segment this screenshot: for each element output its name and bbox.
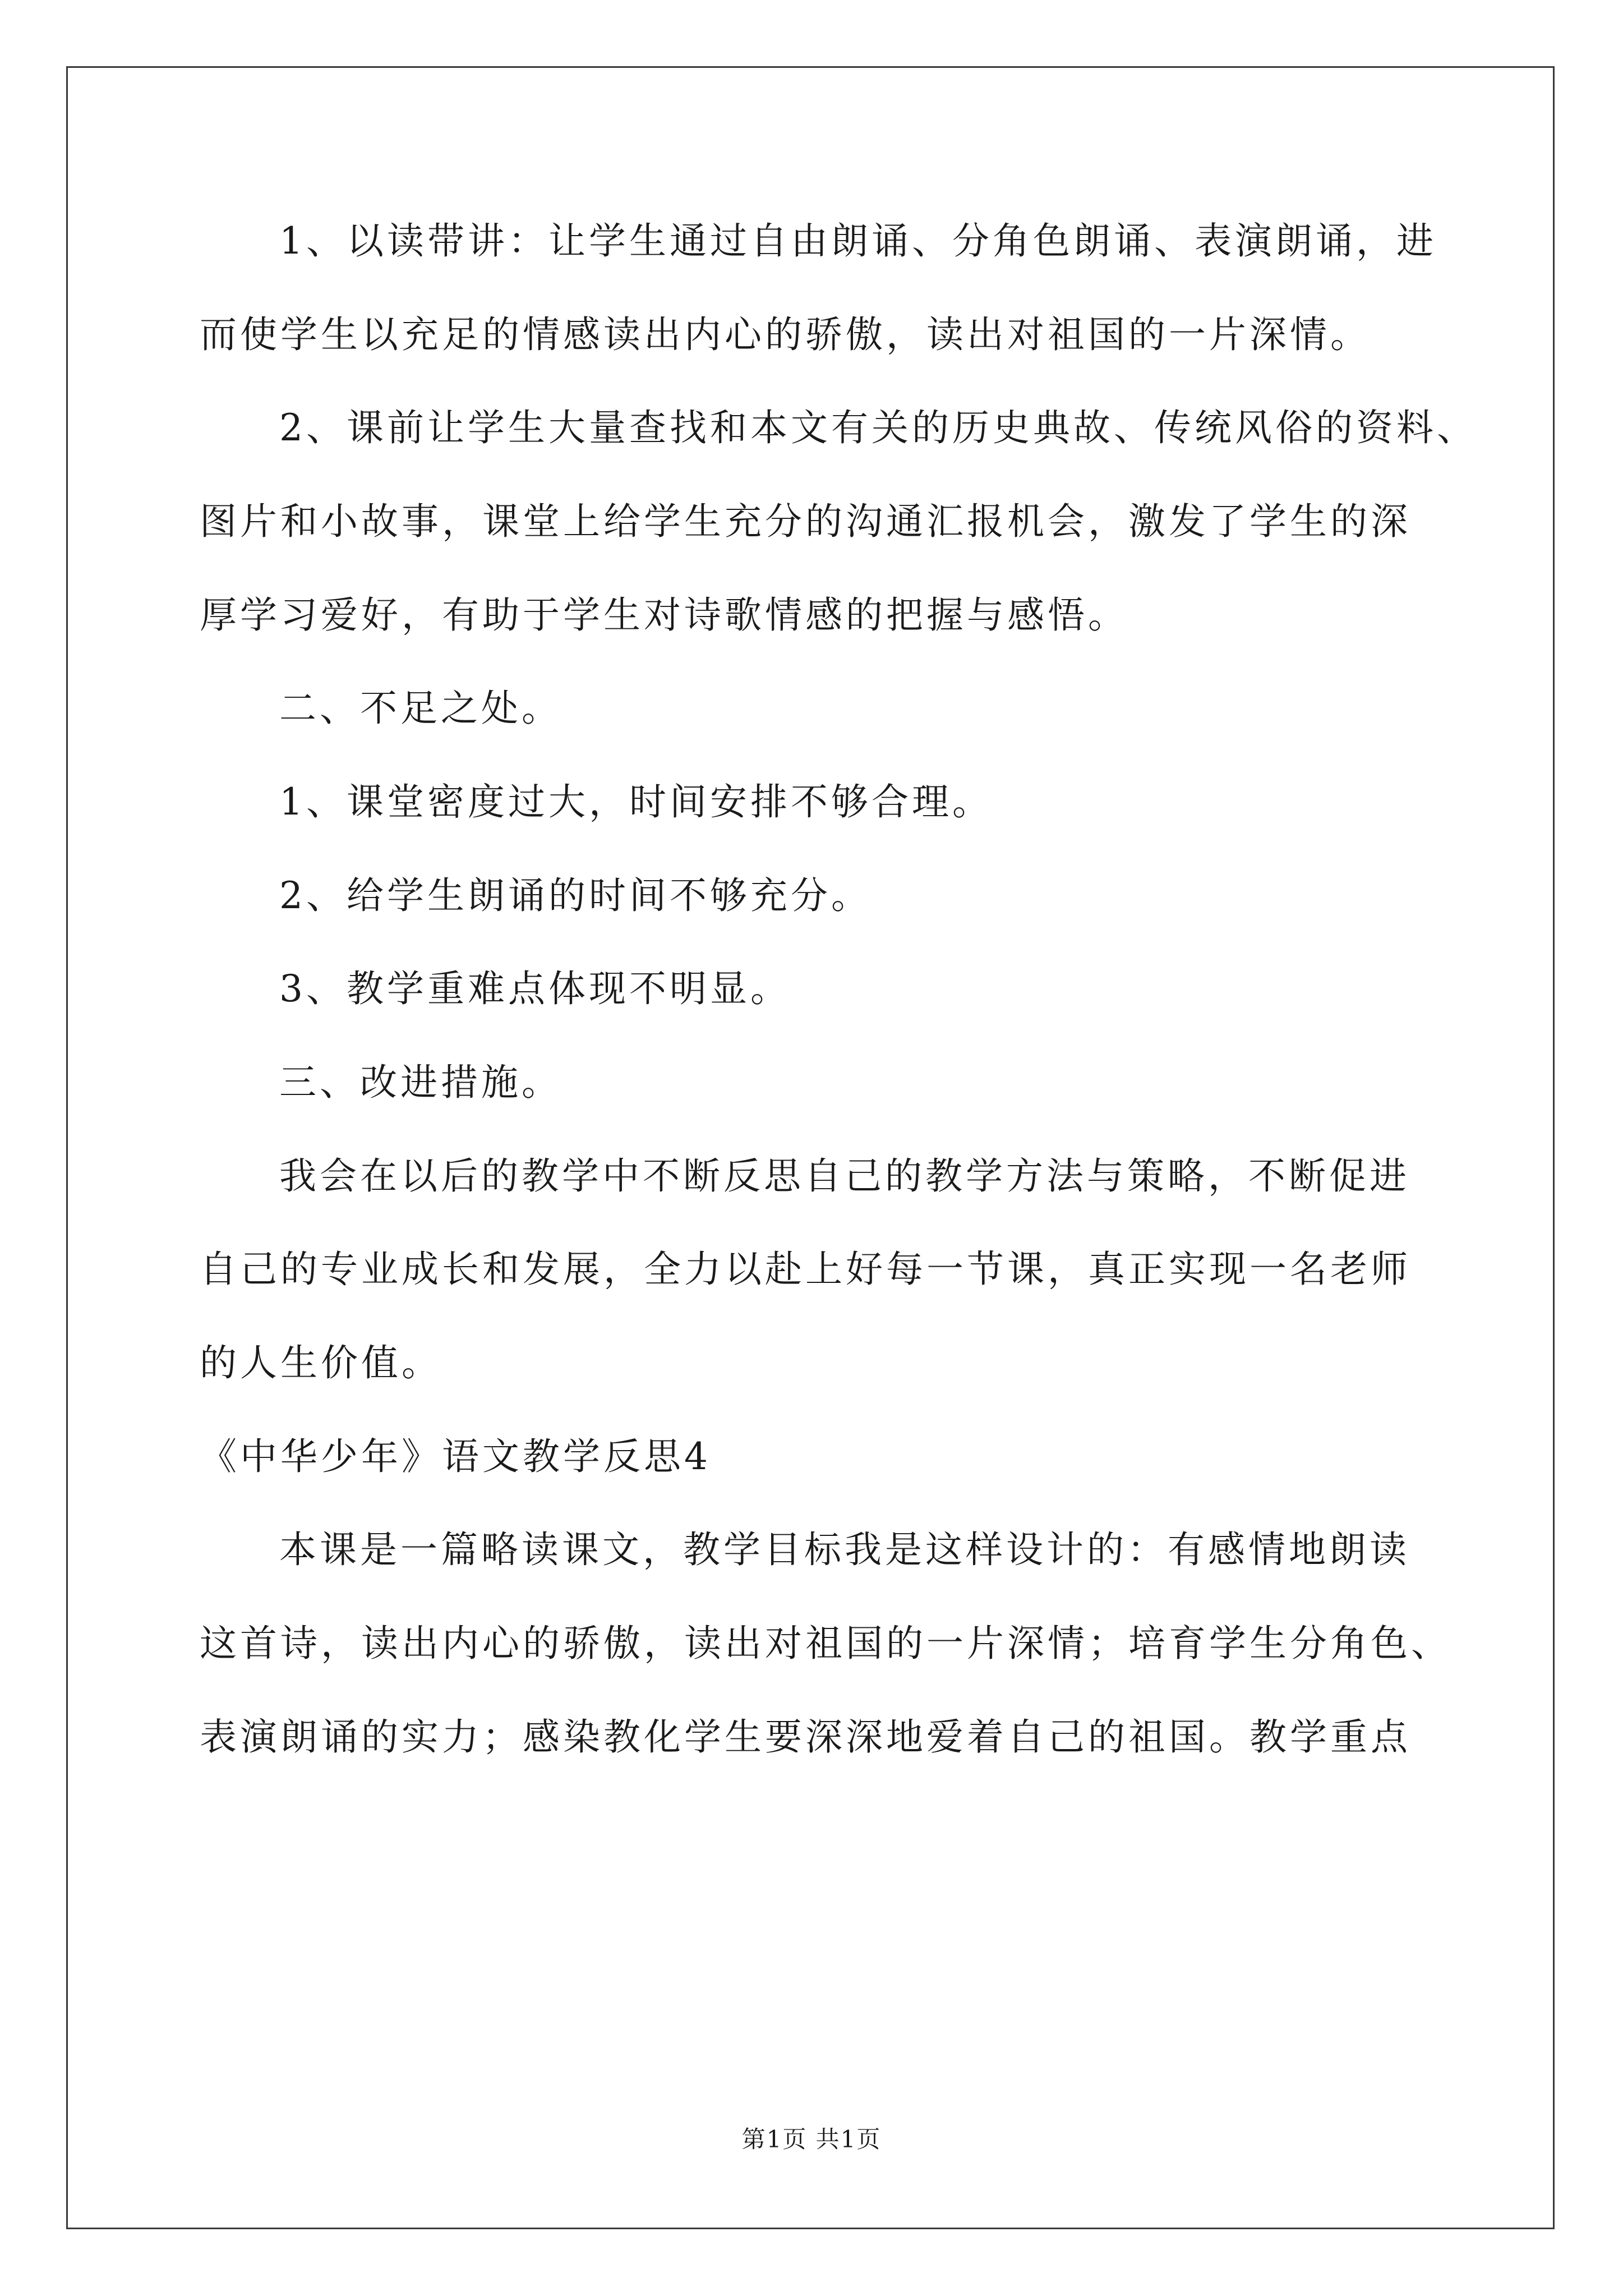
paragraph-line: 1、以读带讲：让学生通过自由朗诵、分角色朗诵、表演朗诵，进 bbox=[279, 219, 1437, 263]
paragraph-line: 自己的专业成长和发展，全力以赴上好每一节课，真正实现一名老师 bbox=[200, 1248, 1411, 1291]
paragraph-line: 我会在以后的教学中不断反思自己的教学方法与策略，不断促进 bbox=[279, 1154, 1410, 1198]
paragraph-line: 本课是一篇略读课文，教学目标我是这样设计的：有感情地朗读 bbox=[279, 1528, 1410, 1571]
paragraph-line: 2、课前让学生大量查找和本文有关的历史典故、传统风俗的资料、 bbox=[279, 406, 1477, 449]
section-heading: 二、不足之处。 bbox=[279, 687, 562, 730]
article-title: 《中华少年》语文教学反思4 bbox=[200, 1435, 711, 1478]
page-border bbox=[66, 66, 1555, 2229]
paragraph-line: 表演朗诵的实力；感染教化学生要深深地爱着自己的祖国。教学重点 bbox=[200, 1715, 1411, 1759]
section-heading: 三、改进措施。 bbox=[279, 1061, 562, 1104]
paragraph-line: 而使学生以充足的情感读出内心的骄傲，读出对祖国的一片深情。 bbox=[200, 313, 1371, 356]
paragraph-line: 图片和小故事，课堂上给学生充分的沟通汇报机会，激发了学生的深 bbox=[200, 500, 1411, 543]
paragraph-line: 这首诗，读出内心的骄傲，读出对祖国的一片深情；培育学生分角色、 bbox=[200, 1622, 1451, 1665]
paragraph-line: 的人生价值。 bbox=[200, 1341, 442, 1384]
list-item: 3、教学重难点体现不明显。 bbox=[279, 967, 791, 1010]
list-item: 1、课堂密度过大，时间安排不够合理。 bbox=[279, 780, 993, 823]
page-footer: 第1页 共1页 bbox=[741, 2125, 882, 2153]
paragraph-line: 厚学习爱好，有助于学生对诗歌情感的把握与感悟。 bbox=[200, 593, 1128, 637]
list-item: 2、给学生朗诵的时间不够充分。 bbox=[279, 874, 872, 917]
